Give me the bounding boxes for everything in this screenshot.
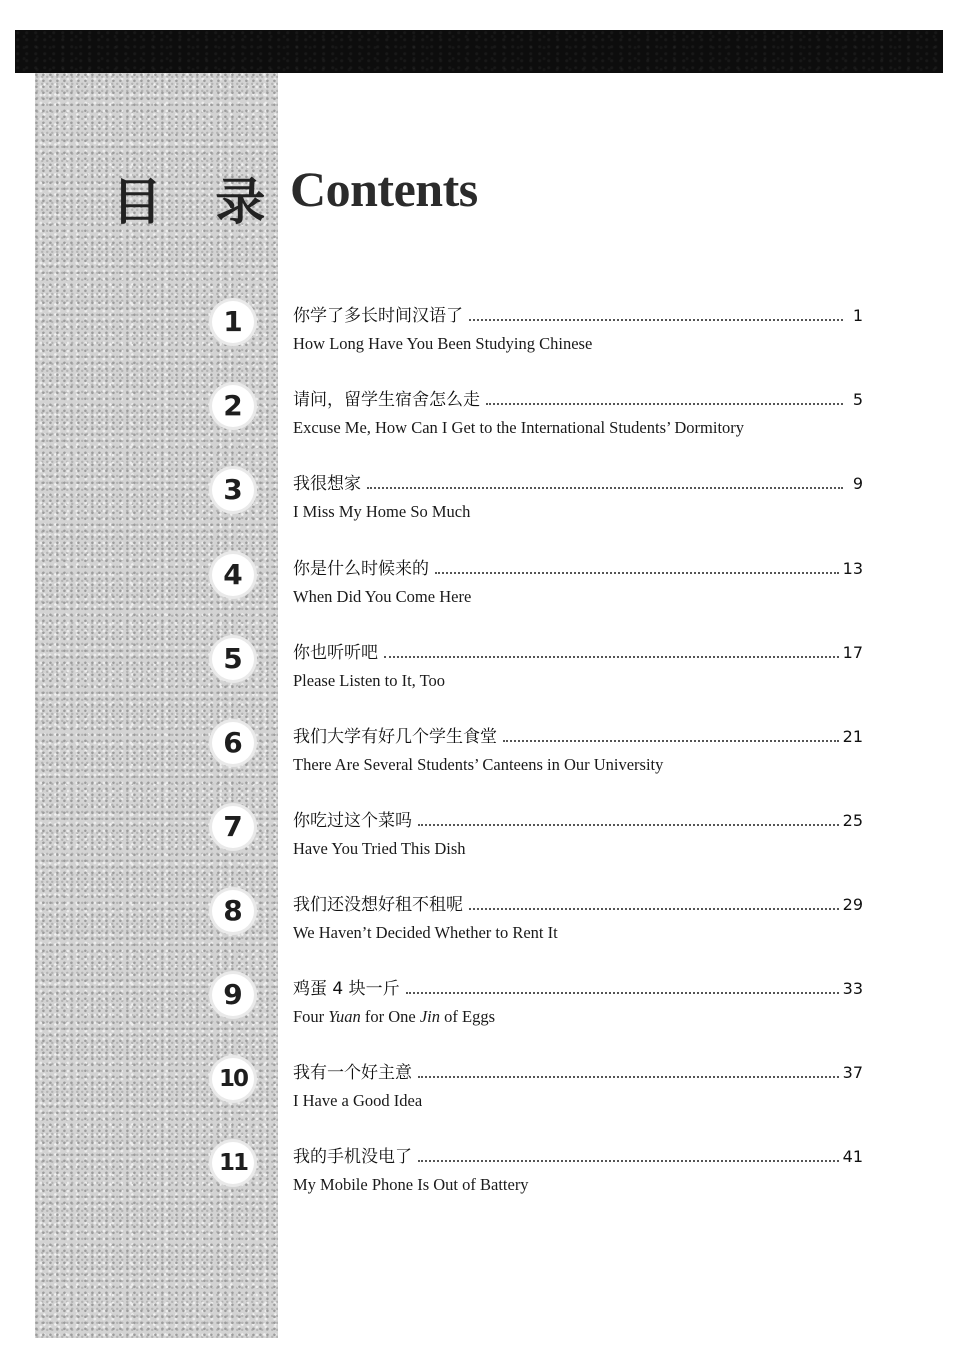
- chinese-title-line: [293, 303, 863, 327]
- toc-entry-7[interactable]: [0, 808, 960, 888]
- lesson-title-english: How Long Have You Been Studying Chinese: [293, 334, 593, 353]
- title-part: of Eggs: [440, 1007, 495, 1026]
- page-number: 25: [842, 811, 863, 830]
- lesson-number-badge: 2: [212, 385, 254, 427]
- page-number: 41: [842, 1147, 863, 1166]
- page-number: 21: [842, 727, 863, 746]
- dot-leader: [486, 402, 843, 405]
- chinese-title-line: [293, 471, 863, 495]
- chinese-title-line: [293, 640, 863, 664]
- title-part-italic: Jin: [419, 1007, 440, 1026]
- lesson-title-english: There Are Several Students’ Canteens in Our University: [293, 755, 664, 774]
- lesson-number-badge: 1: [212, 301, 254, 343]
- page-number: 5: [852, 390, 863, 409]
- lesson-title-chinese: 我们还没想好租不租呢: [293, 895, 463, 915]
- lesson-title-chinese: 你也听听吧: [293, 643, 378, 663]
- dot-leader: [435, 571, 839, 574]
- page-number: 17: [842, 643, 863, 662]
- page-number: 33: [842, 979, 863, 998]
- toc-entry-11[interactable]: [0, 1144, 960, 1224]
- dot-leader: [418, 823, 839, 826]
- chinese-title-line: [293, 1060, 863, 1084]
- lesson-number-badge: 3: [212, 469, 254, 511]
- chinese-title-line: [293, 976, 863, 1000]
- chinese-title-line: [293, 556, 863, 580]
- lesson-title-english: When Did You Come Here: [293, 587, 472, 606]
- lesson-title-english: Please Listen to It, Too: [293, 671, 446, 690]
- lesson-number-badge: 4: [212, 554, 254, 596]
- toc-entry-1[interactable]: [0, 303, 960, 383]
- title-part-italic: Yuan: [328, 1007, 361, 1026]
- lesson-title-english: I Miss My Home So Much: [293, 502, 471, 521]
- toc-entry-4[interactable]: [0, 556, 960, 636]
- chinese-title-line: [293, 1144, 863, 1168]
- lesson-title-chinese: 我有一个好主意: [293, 1063, 412, 1083]
- toc-entry-9[interactable]: [0, 976, 960, 1056]
- lesson-title-chinese: 我的手机没电了: [293, 1147, 412, 1167]
- lesson-title-chinese: 鸡蛋 4 块一斤: [293, 979, 400, 999]
- lesson-title-english: We Haven’t Decided Whether to Rent It: [293, 923, 558, 942]
- page-number: 37: [842, 1063, 863, 1082]
- lesson-number-badge: 11: [212, 1142, 254, 1184]
- dot-leader: [503, 739, 839, 742]
- chinese-title-line: [293, 808, 863, 832]
- lesson-title-english: Have You Tried This Dish: [293, 839, 466, 858]
- lesson-number-badge: 7: [212, 806, 254, 848]
- page-number: 13: [842, 559, 863, 578]
- dot-leader: [469, 907, 839, 910]
- lesson-number-badge: 8: [212, 890, 254, 932]
- page-title-english: Contents: [290, 161, 478, 217]
- lesson-number-badge: 6: [212, 722, 254, 764]
- dot-leader: [469, 318, 843, 321]
- page-number: 29: [842, 895, 863, 914]
- chinese-title-line: [293, 387, 863, 411]
- lesson-title-english: I Have a Good Idea: [293, 1091, 423, 1110]
- lesson-title-english: My Mobile Phone Is Out of Battery: [293, 1175, 529, 1194]
- dot-leader: [384, 655, 839, 658]
- lesson-title-chinese: 你吃过这个菜吗: [293, 811, 412, 831]
- chinese-title-line: [293, 724, 863, 748]
- lesson-title-english: Excuse Me, How Can I Get to the International Students’ Dormitory: [293, 418, 745, 437]
- lesson-title-chinese: 你是什么时候来的: [293, 559, 429, 579]
- page-title-chinese: 目 录: [112, 173, 284, 231]
- toc-entry-8[interactable]: [0, 892, 960, 972]
- lesson-number-badge: 5: [212, 638, 254, 680]
- dot-leader: [406, 991, 839, 994]
- lesson-title-chinese: 你学了多长时间汉语了: [293, 306, 463, 326]
- dot-leader: [418, 1075, 839, 1078]
- page-number: 9: [852, 474, 863, 493]
- lesson-title-chinese: 我们大学有好几个学生食堂: [293, 727, 497, 747]
- toc-entry-6[interactable]: [0, 724, 960, 804]
- dot-leader: [418, 1159, 839, 1162]
- toc-entry-5[interactable]: [0, 640, 960, 720]
- lesson-title-chinese: 请问，留学生宿舍怎么走: [293, 390, 480, 410]
- lesson-number-badge: 10: [212, 1058, 254, 1100]
- chinese-title-line: [293, 892, 863, 916]
- lesson-number-badge: 9: [212, 974, 254, 1016]
- page-number: 1: [852, 306, 863, 325]
- toc-entry-2[interactable]: [0, 387, 960, 467]
- lesson-title-english: [293, 1007, 495, 1027]
- title-part: Four: [293, 1007, 329, 1026]
- lesson-title-chinese: 我很想家: [293, 474, 361, 494]
- toc-entry-10[interactable]: [0, 1060, 960, 1140]
- title-part: for One: [360, 1007, 420, 1026]
- dot-leader: [367, 486, 843, 489]
- toc-entry-3[interactable]: [0, 471, 960, 551]
